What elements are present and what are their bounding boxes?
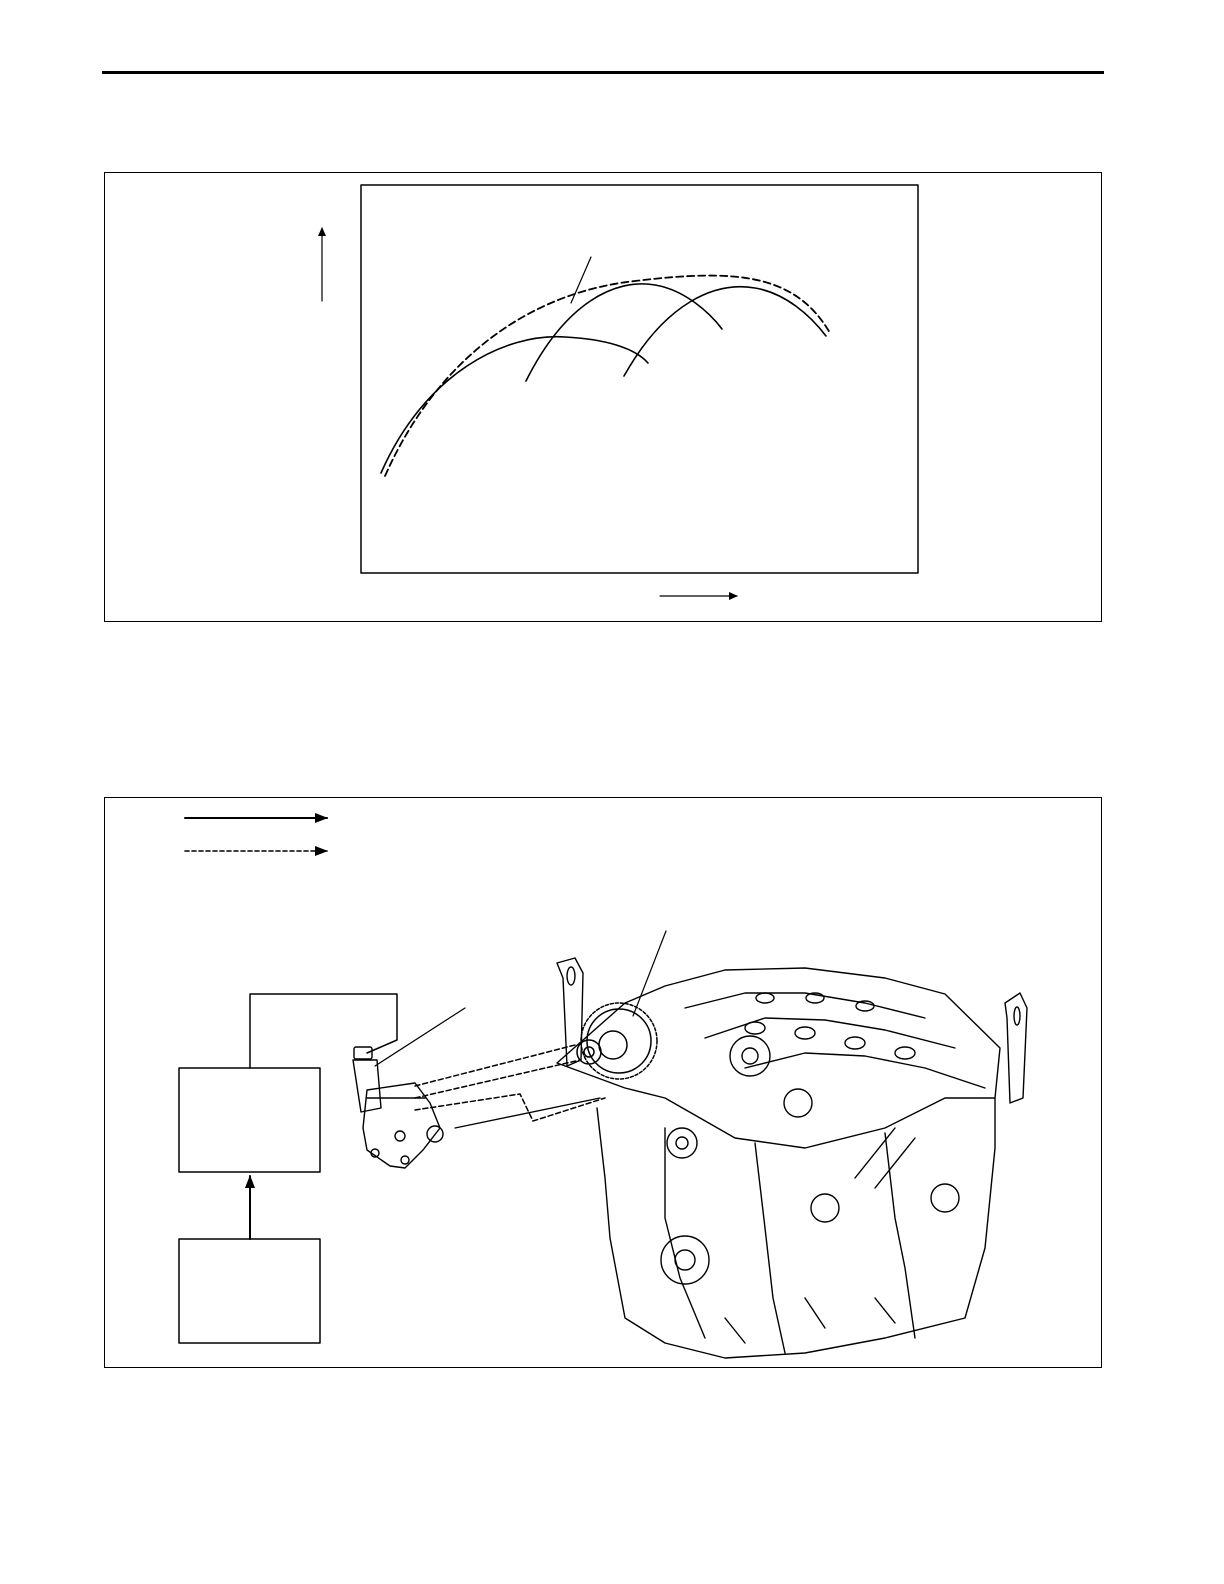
oil-passages xyxy=(415,1045,605,1121)
header-rule xyxy=(102,71,1104,74)
engine-block-icon xyxy=(557,958,1027,1358)
curve-high xyxy=(624,287,826,376)
performance-curve-figure xyxy=(104,172,1102,622)
sensor-block xyxy=(179,1239,320,1343)
control-unit-block xyxy=(179,1068,320,1172)
curve-mid xyxy=(526,284,722,381)
vvt-actuator-icon xyxy=(577,1003,657,1079)
envelope-curve xyxy=(385,276,830,476)
drain-line xyxy=(455,1098,600,1128)
actuator-leader-line xyxy=(633,931,666,1016)
plot-frame xyxy=(361,185,918,573)
curve-low xyxy=(381,337,648,473)
valve-leader-line xyxy=(375,1008,465,1066)
oil-control-valve-icon xyxy=(353,1047,443,1168)
control-wire xyxy=(250,994,397,1068)
performance-curve-svg xyxy=(105,173,1103,623)
envelope-leader-line xyxy=(571,257,591,303)
system-diagram-svg xyxy=(105,798,1103,1369)
system-diagram-figure xyxy=(104,797,1102,1368)
